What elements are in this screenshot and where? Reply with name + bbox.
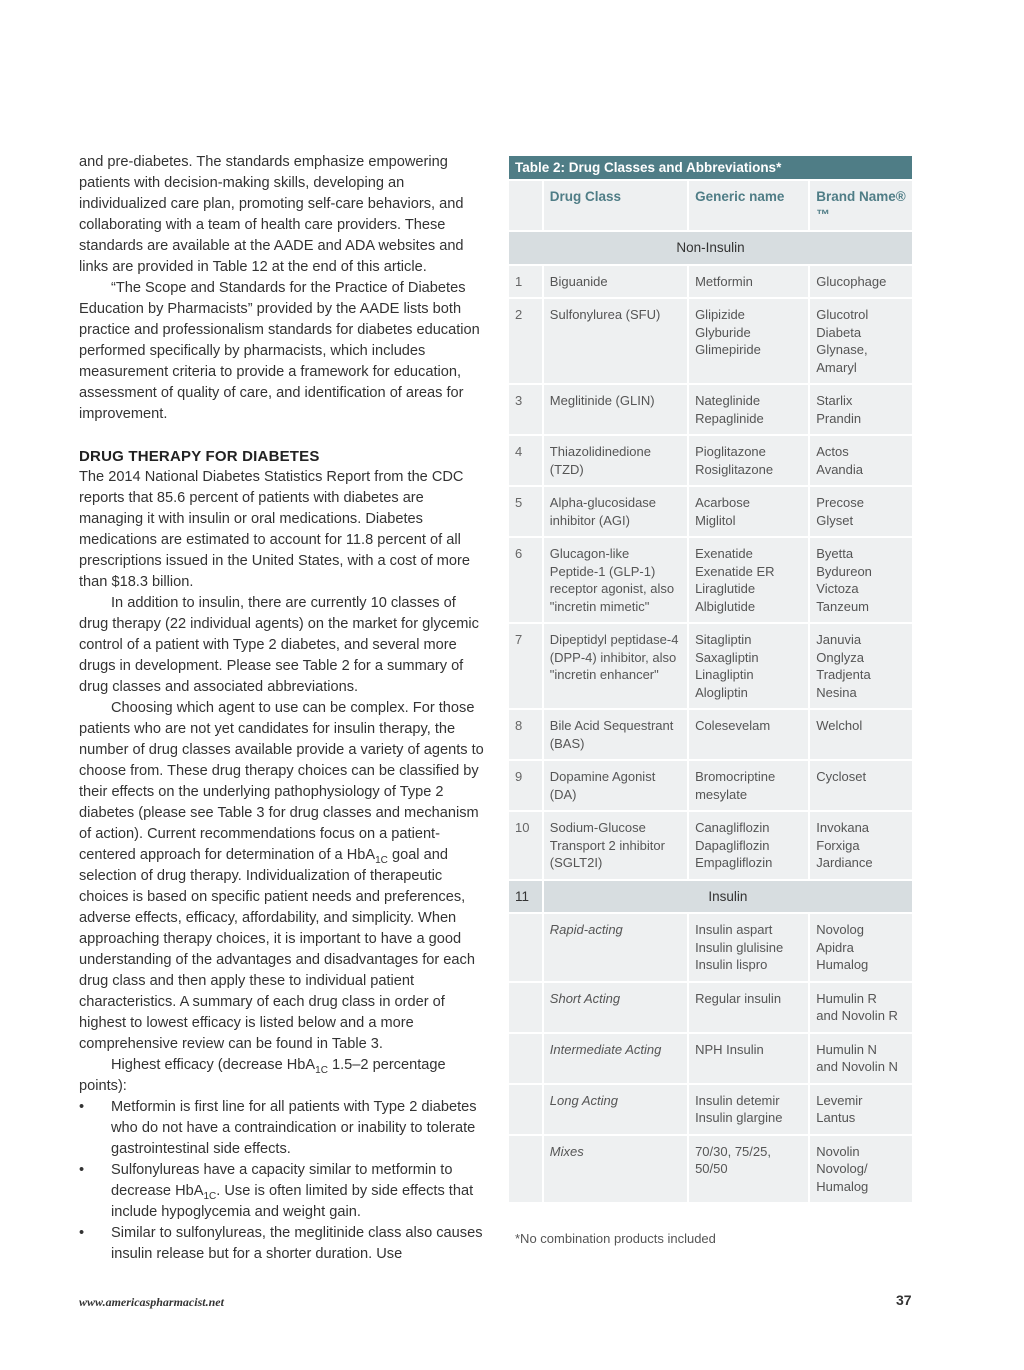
bullet-text: . Use is often limited by side effects that include hypoglycemia and weight gain. (111, 1183, 474, 1220)
table-title: Table 2: Drug Classes and Abbreviations* (509, 156, 912, 179)
drug-classes-table (509, 156, 912, 1204)
brand-name-cell: Humulin R and Novolin R (810, 983, 912, 1032)
row-number: 5 (509, 487, 542, 536)
table-row (509, 538, 912, 622)
table-header-row (509, 181, 912, 230)
table-row (509, 1034, 912, 1083)
generic-name-cell: Colesevelam (689, 710, 808, 759)
row-number-blank (509, 914, 542, 981)
row-number: 9 (509, 761, 542, 810)
brand-name-cell: Byetta Bydureon Victoza Tanzeum (810, 538, 912, 622)
generic-name-cell: Insulin aspart Insulin glulisine Insulin lispro (689, 914, 808, 981)
drug-class-cell: Sulfonylurea (SFU) (544, 299, 687, 383)
brand-name-cell: Starlix Prandin (810, 385, 912, 434)
table-row (509, 266, 912, 298)
band-insulin: Insulin (544, 881, 912, 913)
header-brand-name: Brand Name® ™ (810, 181, 912, 230)
generic-name-cell: Metformin (689, 266, 808, 298)
drug-class-cell: Alpha-glucosidase inhibitor (AGI) (544, 487, 687, 536)
band-non-insulin: Non-Insulin (509, 232, 912, 264)
brand-name-cell: Invokana Forxiga Jardiance (810, 812, 912, 879)
bullet-item: • Similar to sulfonylureas, the meglitinide class also causes insulin release but for a shorter duration. Use (79, 1223, 489, 1265)
brand-name-cell: Precose Glyset (810, 487, 912, 536)
generic-name-cell: Canagliflozin Dapagliflozin Empagliflozin (689, 812, 808, 879)
row-number-blank (509, 1136, 542, 1203)
brand-name-cell: Glucophage (810, 266, 912, 298)
row-number: 2 (509, 299, 542, 383)
table-row (509, 385, 912, 434)
brand-name-cell: Cycloset (810, 761, 912, 810)
generic-name-cell: Bromocriptine mesylate (689, 761, 808, 810)
row-number: 7 (509, 624, 542, 708)
drug-class-cell: Meglitinide (GLIN) (544, 385, 687, 434)
bullet-list (79, 1097, 489, 1265)
insulin-type-cell: Long Acting (544, 1085, 687, 1134)
drug-class-cell: Biguanide (544, 266, 687, 298)
drug-class-cell: Bile Acid Sequestrant (BAS) (544, 710, 687, 759)
table-row (509, 761, 912, 810)
drug-class-cell: Glucagon-like Peptide-1 (GLP-1) receptor agonist, also "incretin mimetic" (544, 538, 687, 622)
brand-name-cell: Januvia Onglyza Tradjenta Nesina (810, 624, 912, 708)
table-row (509, 299, 912, 383)
generic-name-cell: Acarbose Miglitol (689, 487, 808, 536)
generic-name-cell: Exenatide Exenatide ER Liraglutide Albiglutide (689, 538, 808, 622)
table-row (509, 983, 912, 1032)
paragraph (79, 1055, 489, 1097)
insulin-type-cell: Intermediate Acting (544, 1034, 687, 1083)
table-grid (507, 179, 914, 1204)
paragraph-text: Choosing which agent to use can be complex. For those patients who are not yet candidates for insulin therapy, the number of drug classes available provide a variety of agents to choose from. These drug therapy choices can be classified by their effects on the underlying pathophysiology of Type 2 diabetes (please see Table 3 for drug classes and mechanism of action). Current recommendations focus on a patient-centered approach for determination of a HbA (79, 700, 484, 863)
subscript: 1C (315, 1065, 328, 1076)
brand-name-cell: Humulin N and Novolin N (810, 1034, 912, 1083)
drug-class-cell: Sodium-Glucose Transport 2 inhibitor (SGLT2I) (544, 812, 687, 879)
subscript: 1C (375, 855, 388, 866)
generic-name-cell: Insulin detemir Insulin glargine (689, 1085, 808, 1134)
paragraph: and pre-diabetes. The standards emphasize empowering patients with decision-making skills, developing an individualized care plan, promoting self-care behaviors, and collaborating with a team of health care providers. These standards are available at the AADE and ADA websites and links are provided in Table 12 at the end of this article. (79, 154, 464, 275)
brand-name-cell: Novolin Novolog/ Humalog (810, 1136, 912, 1203)
drug-class-cell: Dopamine Agonist (DA) (544, 761, 687, 810)
band-row (509, 881, 912, 913)
insulin-type-cell: Short Acting (544, 983, 687, 1032)
table-row (509, 710, 912, 759)
brand-name-cell: Welchol (810, 710, 912, 759)
paragraph: In addition to insulin, there are currently 10 classes of drug therapy (22 individual agents) on the market for glycemic control of a patient with Type 2 diabetes, and several more drugs in development. Please see Table 2 for a summary of drug classes and associated abbreviations. (79, 595, 479, 695)
table-row (509, 812, 912, 879)
row-number: 6 (509, 538, 542, 622)
band-row (509, 232, 912, 264)
insulin-type-cell: Mixes (544, 1136, 687, 1203)
table-row (509, 914, 912, 981)
paragraph (79, 698, 489, 1055)
row-number-blank (509, 1034, 542, 1083)
row-number: 1 (509, 266, 542, 298)
table-body (509, 232, 912, 1202)
drug-class-cell: Thiazolidinedione (TZD) (544, 436, 687, 485)
row-number: 3 (509, 385, 542, 434)
row-number: 10 (509, 812, 542, 879)
header-drug-class: Drug Class (544, 181, 687, 230)
generic-name-cell: NPH Insulin (689, 1034, 808, 1083)
generic-name-cell: Regular insulin (689, 983, 808, 1032)
table-row (509, 487, 912, 536)
section-heading: DRUG THERAPY FOR DIABETES (79, 448, 320, 465)
brand-name-cell: Novolog Apidra Humalog (810, 914, 912, 981)
brand-name-cell: Glucotrol Diabeta Glynase, Amaryl (810, 299, 912, 383)
bullet-item (79, 1160, 489, 1223)
footer-url: www.americaspharmacist.net (79, 1295, 224, 1309)
paragraph: The 2014 National Diabetes Statistics Report from the CDC reports that 85.6 percent of patients with diabetes are managing it with insulin or oral medications. Diabetes medications are estimated to account for 11.8 percent of all prescriptions issued in the United States, with a cost of more than $18.3 billion. (79, 469, 470, 590)
table-footnote: *No combination products included (515, 1231, 716, 1246)
paragraph-text: Highest efficacy (decrease HbA (111, 1057, 316, 1073)
row-number: 4 (509, 436, 542, 485)
table-row (509, 1136, 912, 1203)
paragraph-text: 1.5–2 percentage points): (79, 1057, 446, 1094)
page-number: 37 (896, 1292, 912, 1308)
generic-name-cell: Glipizide Glyburide Glimepiride (689, 299, 808, 383)
header-generic-name: Generic name (689, 181, 808, 230)
row-number-blank (509, 1085, 542, 1134)
generic-name-cell: Pioglitazone Rosiglitazone (689, 436, 808, 485)
article-text-column (79, 152, 489, 1265)
brand-name-cell: Actos Avandia (810, 436, 912, 485)
table-row (509, 1085, 912, 1134)
row-number: 8 (509, 710, 542, 759)
paragraph-text: goal and selection of drug therapy. Individualization of therapeutic choices is based on specific patient needs and preferences, adverse effects, efficacy, affordability, and simplicity. When approaching therapy choices, it is important to have a good understanding of the advantages and disadvantages for each drug class and then apply these to individual patient characteristics. A summary of each drug class in order of highest to lowest efficacy is listed below and a more comprehensive review can be found in Table 3. (79, 847, 475, 1052)
row-number-blank (509, 983, 542, 1032)
generic-name-cell: 70/30, 75/25, 50/50 (689, 1136, 808, 1203)
insulin-type-cell: Rapid-acting (544, 914, 687, 981)
table-row (509, 436, 912, 485)
drug-class-cell: Dipeptidyl peptidase-4 (DPP-4) inhibitor, also "incretin enhancer" (544, 624, 687, 708)
generic-name-cell: Nateglinide Repaglinide (689, 385, 808, 434)
row-number: 11 (509, 881, 542, 913)
generic-name-cell: Sitagliptin Saxagliptin Linagliptin Alogliptin (689, 624, 808, 708)
brand-name-cell: Levemir Lantus (810, 1085, 912, 1134)
subscript: 1C (203, 1191, 217, 1202)
bullet-item: • Metformin is first line for all patients with Type 2 diabetes who do not have a contraindication or inability to tolerate gastrointestinal side effects. (79, 1097, 489, 1160)
bullet-text: Sulfonylureas have a capacity similar to metformin to decrease HbA (111, 1162, 453, 1199)
table-row (509, 624, 912, 708)
header-blank (509, 181, 542, 230)
paragraph: “The Scope and Standards for the Practice of Diabetes Education by Pharmacists” provided by the AADE lists both practice and professionalism standards for diabetes education performed specifically by pharmacists, which includes measurement criteria to provide a framework for education, assessment of quality of care, and identification of areas for improvement. (79, 280, 480, 422)
